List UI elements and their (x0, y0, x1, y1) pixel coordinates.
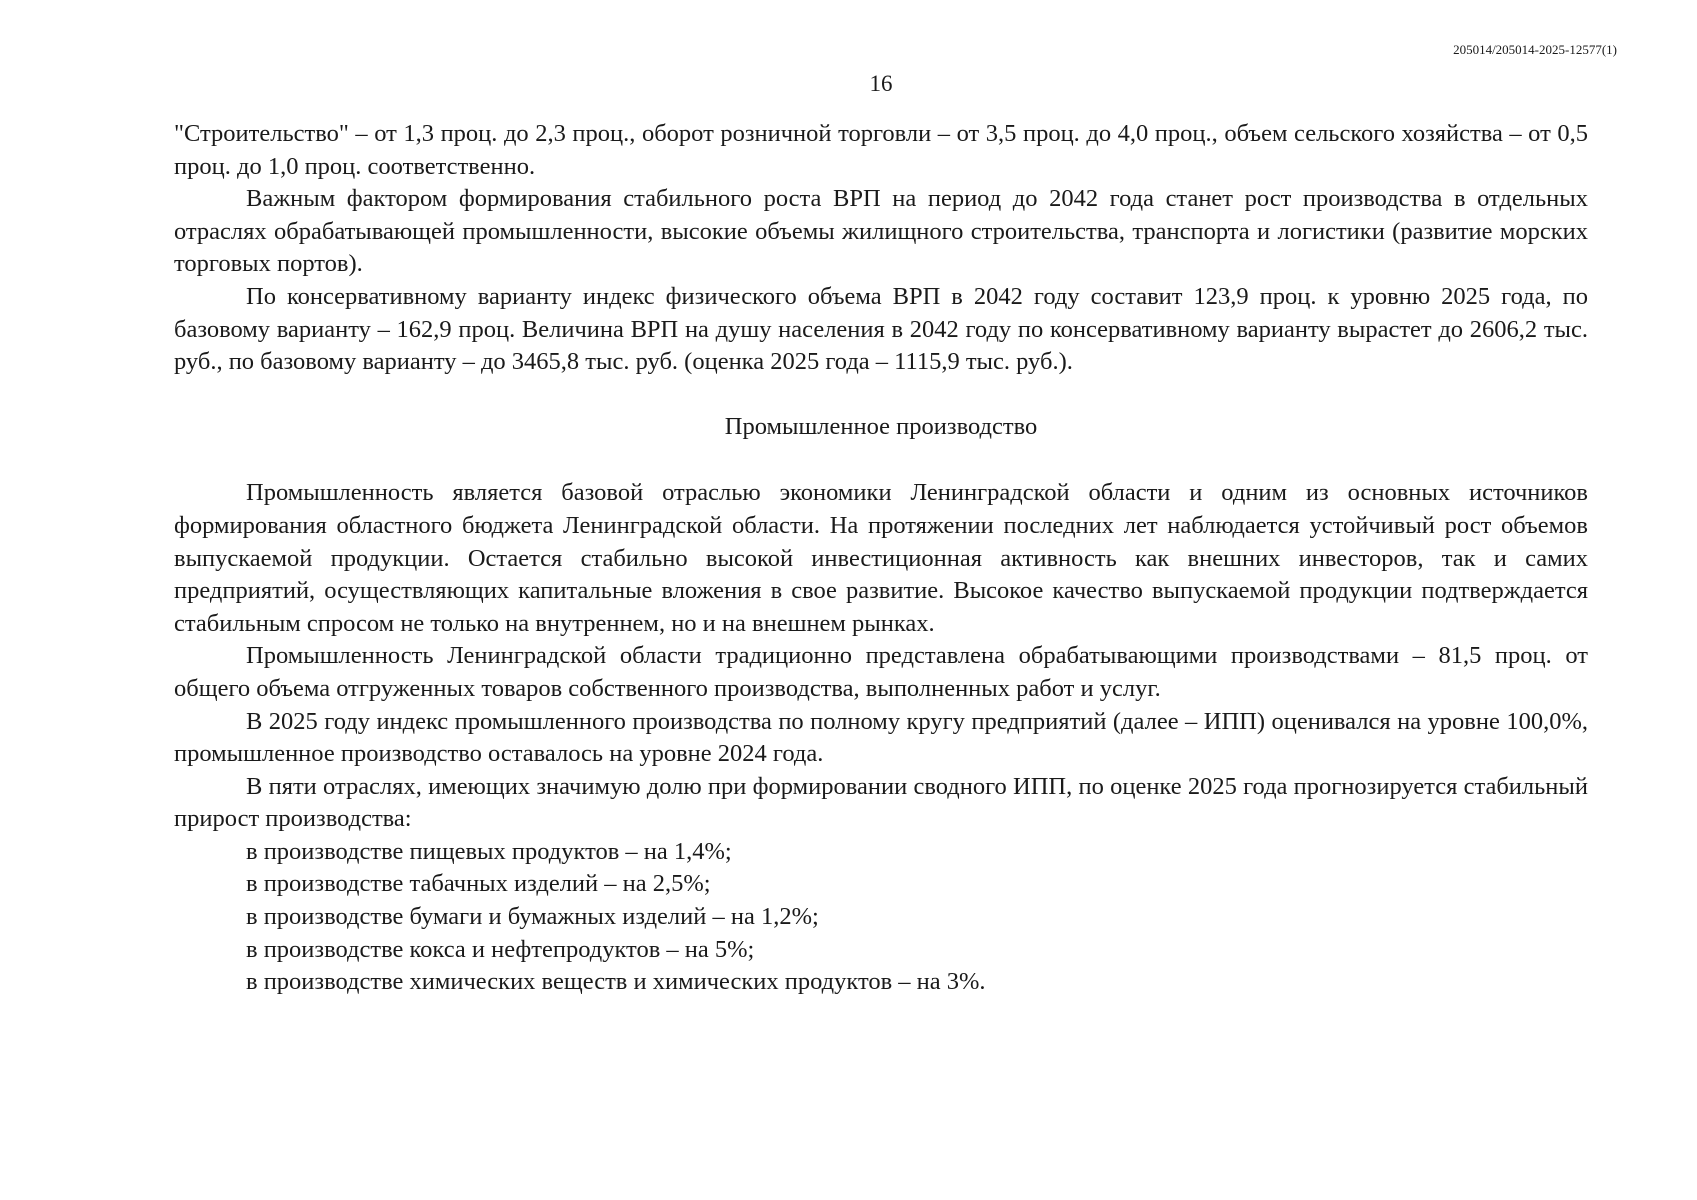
list-item: в производстве пищевых продуктов – на 1,4%; (246, 837, 732, 865)
section-heading: Промышленное производство (724, 412, 1038, 440)
list-item: в производстве табачных изделий – на 2,5%; (246, 870, 711, 898)
document-id: 205014/205014-2025-12577(1) (1453, 42, 1617, 57)
list-item: в производстве бумаги и бумажных изделий – на 1,2%; (246, 903, 819, 931)
list-item: в производстве кокса и нефтепродуктов – на 5%; (246, 935, 755, 963)
list-item: в производстве химических веществ и химических продуктов – на 3%. (246, 968, 986, 996)
paragraph-grp-forecast: По консервативному варианту индекс физического объема ВРП в 2042 году составит 123,9 проц. к уровню 2025 года, по базовому варианту – 162,9 проц. Величина ВРП на душу населения в 2042 году по консервативному варианту вырастет до 2606,2 тыс. руб., по базовому варианту – до 3465,8 тыс. руб. (оценка 2025 года – 1115,9 тыс. руб.). (174, 282, 1588, 376)
document-body (174, 118, 1588, 999)
paragraph-ipp-2025: В 2025 году индекс промышленного производства по полному кругу предприятий (далее – ИПП) оценивался на уровне 100,0%, промышленное производство оставалось на уровне 2024 года. (174, 707, 1588, 768)
paragraph-manufacturing-share: Промышленность Ленинградской области традиционно представлена обрабатывающими производствами – 81,5 проц. от общего объема отгруженных товаров собственного производства, выполненных работ и услуг. (174, 642, 1588, 702)
paragraph-growth-factors: Важным фактором формирования стабильного роста ВРП на период до 2042 года станет рост производства в отдельных отраслях обрабатывающей промышленности, высокие объемы жилищного строительства, транспорта и логистики (развитие морских торговых портов). (174, 185, 1588, 278)
paragraph-continuation: "Строительство" – от 1,3 проц. до 2,3 проц., оборот розничной торговли – от 3,5 проц. до 4,0 проц., объем сельского хозяйства – от 0,5 проц. до 1,0 проц. соответственно. (174, 120, 1588, 180)
paragraph-five-industries: В пяти отраслях, имеющих значимую долю при формировании сводного ИПП, по оценке 2025 года прогнозируется стабильный прирост производства: (174, 772, 1588, 833)
paragraph-industry-overview: Промышленность является базовой отраслью экономики Ленинградской области и одним из основных источников формирования областного бюджета Ленинградской области. На протяжении последних лет наблюдается устойчивый рост объемов выпускаемой продукции. Остается стабильно высокой инвестиционная активность как внешних инвесторов, так и самих предприятий, осуществляющих капитальные вложения в свое развитие. Высокое качество выпускаемой продукции подтверждается стабильным спросом не только на внутреннем, но и на внешнем рынках. (174, 479, 1588, 637)
page-number: 16 (869, 71, 893, 96)
